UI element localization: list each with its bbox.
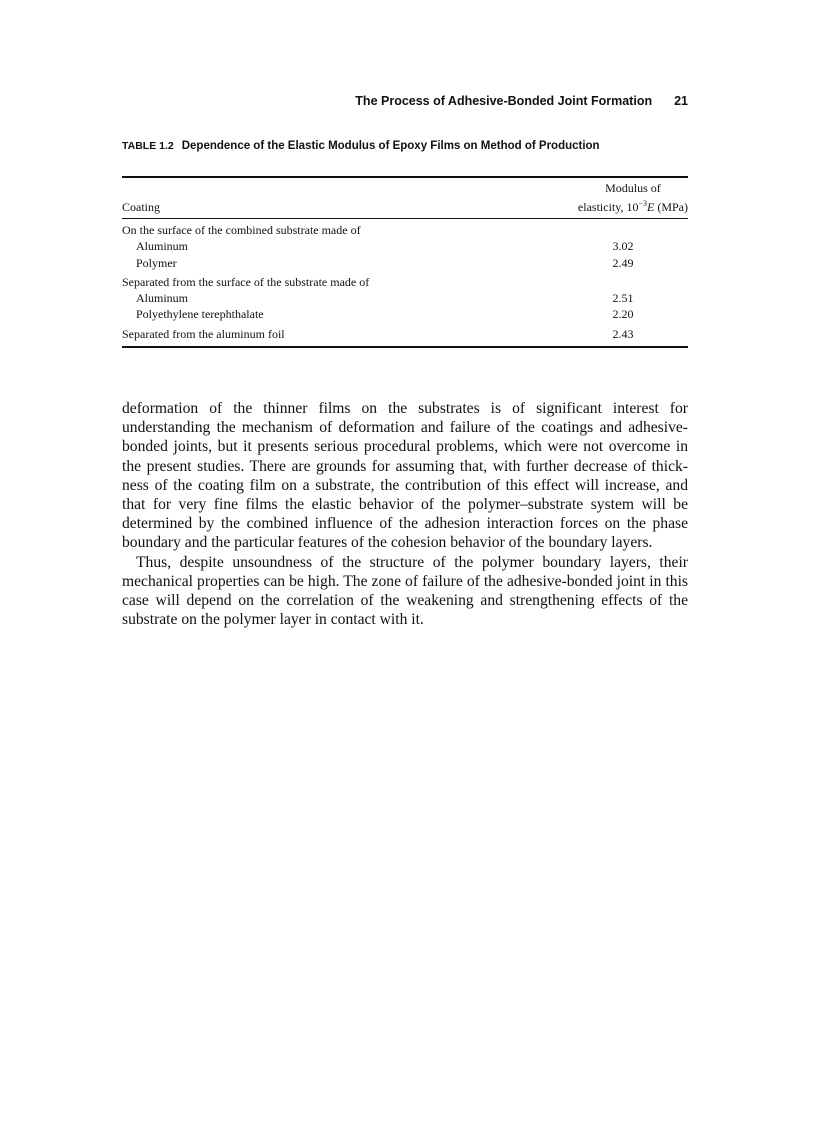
table-row [122, 222, 688, 238]
row-value: 2.43 [612, 326, 634, 341]
paragraph: Thus, despite unsoundness of the structure of the polymer boundary layers, their mechanical properties can be high. The zone of failure of the adhesive-bonded joint in this case will depend on the correlation of the weakening and strengthening effects of the substrate on the polymer layer in contact with it. [122, 553, 688, 629]
modulus-variable: E [646, 200, 655, 214]
row-label: Separated from the aluminum foil [122, 326, 285, 341]
modulus-label: elasticity, 10 [577, 200, 639, 214]
table-row [122, 255, 688, 271]
modulus-exponent: −3 [638, 199, 647, 208]
table-caption-text: Dependence of the Elastic Modulus of Epoxy Films on Method of Production [181, 140, 600, 152]
running-head [122, 94, 688, 108]
table-row [122, 238, 688, 254]
modulus-table [122, 176, 688, 348]
column-header-modulus [578, 180, 688, 215]
row-label: Aluminum [136, 291, 189, 306]
body-text [122, 399, 688, 629]
table-row [122, 290, 688, 306]
row-value: 2.20 [612, 307, 634, 322]
row-value: 3.02 [612, 239, 634, 254]
table-header [122, 178, 688, 219]
modulus-unit: (MPa) [657, 200, 688, 214]
table-row [122, 274, 688, 290]
row-label: Aluminum [136, 239, 189, 254]
row-label: On the surface of the combined substrate made of [122, 223, 361, 237]
table-body [122, 219, 688, 346]
row-label: Separated from the surface of the substrate made of [122, 274, 370, 289]
column-header-modulus-line2 [578, 196, 688, 215]
table-label: TABLE 1.2 [122, 140, 174, 152]
paragraph-continued: deformation of the thinner films on the substrates is of significant interest for understanding the mechanism of deformation and failure of the coatings and adhesive-bonded joints, but it presents serious procedural problems, which were not overcome in the present studies. There are grounds for assuming that, with further decrease of thickness of the coating film on a substrate, the contribution of this effect will increase, and that for very fine films the elastic behavior of the polymer–substrate system will be determined by the combined influence of the adhesion interaction forces on the phase boundary and the particular features of the cohesion behavior of the boundary layers. [122, 400, 688, 552]
row-value: 2.49 [612, 255, 634, 270]
column-header-modulus-line1: Modulus of [605, 181, 661, 195]
row-label: Polyethylene terephthalate [136, 307, 264, 322]
table-row [122, 326, 688, 342]
table-row [122, 306, 688, 322]
table-caption [122, 139, 688, 153]
row-label: Polymer [136, 255, 177, 270]
page-number: 21 [674, 94, 688, 108]
row-value: 2.51 [612, 291, 634, 306]
column-header-coating: Coating [122, 200, 160, 214]
running-title: The Process of Adhesive-Bonded Joint Formation [355, 94, 653, 108]
